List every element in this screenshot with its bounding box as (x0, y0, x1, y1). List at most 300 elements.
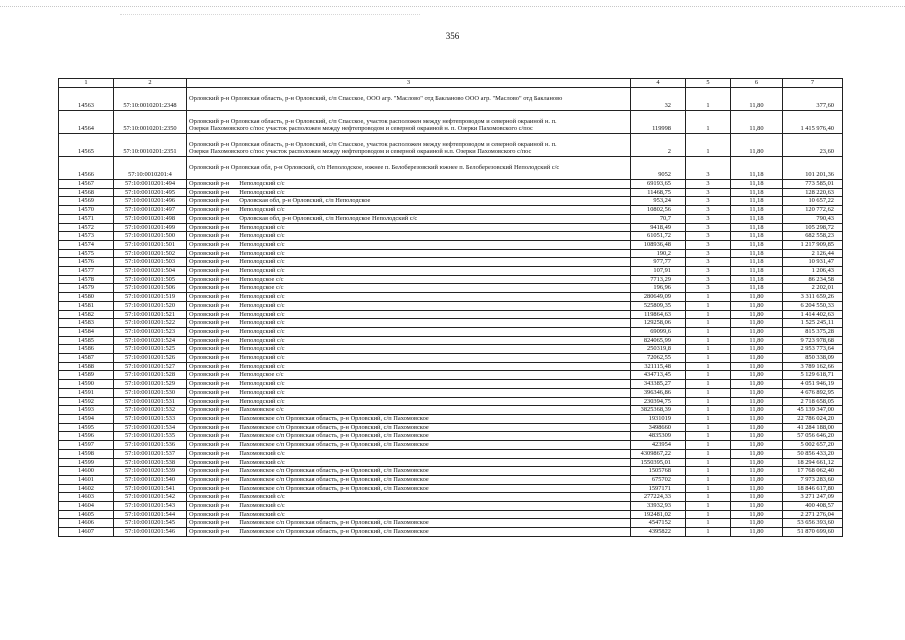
rate-value: 11,18 (731, 275, 783, 284)
settlement-name: Пахомовский с/с (239, 510, 285, 518)
rate-value: 11,80 (731, 475, 783, 484)
rate-value: 11,80 (731, 134, 783, 157)
location-description (187, 354, 631, 363)
group-value: 3 (686, 188, 731, 197)
cadastral-value: 7 973 283,60 (783, 475, 843, 484)
group-value: 1 (686, 441, 731, 450)
area-value: 196,96 (631, 284, 686, 293)
cadastral-value: 377,60 (783, 88, 843, 111)
group-value: 3 (686, 206, 731, 215)
rate-value: 11,80 (731, 528, 783, 537)
location-description (187, 188, 631, 197)
rate-value: 11,80 (731, 354, 783, 363)
settlement-name: Неполодский с/с (239, 362, 285, 370)
settlement-name: Неполодский с/с (239, 293, 285, 301)
cadastral-value: 773 585,01 (783, 180, 843, 189)
row-number: 14573 (59, 232, 114, 241)
area-value: 119998 (631, 111, 686, 134)
location-description (187, 206, 631, 215)
table-row (59, 441, 843, 450)
district-name: Орловский р-н (189, 267, 230, 275)
location-text (189, 141, 628, 156)
settlement-name: Неполодский с/с (239, 301, 285, 309)
location-description (187, 301, 631, 310)
location-description (187, 232, 631, 241)
location-description (187, 362, 631, 371)
district-name: Орловский р-н (189, 301, 230, 309)
table-row (59, 134, 843, 157)
group-value: 1 (686, 423, 731, 432)
cadastral-number: 57:10:0010201:504 (114, 267, 187, 276)
table-row (59, 188, 843, 197)
table-row (59, 310, 843, 319)
district-name: Орловский р-н (189, 432, 230, 440)
district-name: Орловский р-н (189, 380, 230, 388)
rate-value: 11,18 (731, 258, 783, 267)
group-value: 1 (686, 519, 731, 528)
cadastral-value: 1 217 909,85 (783, 240, 843, 249)
cadastral-number: 57:10:0010201:524 (114, 336, 187, 345)
cadastral-value: 6 204 550,33 (783, 301, 843, 310)
location-description (187, 336, 631, 345)
location-description (187, 484, 631, 493)
rate-value: 11,80 (731, 467, 783, 476)
cadastral-number: 57:10:0010201:523 (114, 327, 187, 336)
group-value: 1 (686, 293, 731, 302)
cadastral-number: 57:10:0010201:519 (114, 293, 187, 302)
area-value: 977,77 (631, 258, 686, 267)
location-line: Орловский р-н Орловская область, р-н Орловский, с/п Спасское, участок расположен между нефтепроводом и северной окраиной н. п. (189, 117, 557, 125)
rate-value: 11,18 (731, 223, 783, 232)
cadastral-number: 57:10:0010201:506 (114, 284, 187, 293)
location-description (187, 423, 631, 432)
settlement-name: Пахомовский с/с (239, 458, 285, 466)
district-name: Орловский р-н (189, 467, 230, 475)
cadastral-number: 57:10:0010201:501 (114, 240, 187, 249)
cadastral-number: 57:10:0010201:538 (114, 458, 187, 467)
settlement-name: Неполодский с/с (239, 232, 285, 240)
district-name: Орловский р-н (189, 519, 230, 527)
cadastral-number: 57:10:0010201:4 (114, 157, 187, 180)
rate-value: 11,80 (731, 441, 783, 450)
cadastral-number: 57:10:0010201:520 (114, 301, 187, 310)
cadastral-value: 101 201,36 (783, 157, 843, 180)
location-description (187, 519, 631, 528)
rate-value: 11,80 (731, 293, 783, 302)
location-description (187, 388, 631, 397)
area-value: 675702 (631, 475, 686, 484)
location-description (187, 528, 631, 537)
area-value: 4835309 (631, 432, 686, 441)
location-line: Орловский р-н Орловская область, р-н Орловский, с/п Спасское, участок расположен между нефтепроводом и северной окраиной н. п. (189, 140, 557, 148)
area-value: 11468,75 (631, 188, 686, 197)
row-number: 14564 (59, 111, 114, 134)
settlement-name: Неполодский с/с (239, 380, 285, 388)
district-name: Орловский р-н (189, 180, 230, 187)
group-value: 1 (686, 327, 731, 336)
table-row (59, 180, 843, 189)
group-value: 1 (686, 310, 731, 319)
cadastral-value: 22 786 024,20 (783, 414, 843, 423)
header-col-3: 3 (187, 79, 631, 88)
cadastral-number: 57:10:0010201:539 (114, 467, 187, 476)
district-name: Орловский р-н (189, 406, 230, 414)
area-value: 1505768 (631, 467, 686, 476)
table-row (59, 223, 843, 232)
district-name: Орловский р-н (189, 484, 230, 492)
settlement-name: Неполодский с/с (239, 240, 285, 248)
location-description (187, 441, 631, 450)
settlement-name: Пахомовское с/п Орловская область, р-н Орловский, с/п Пахомовское (239, 423, 429, 431)
header-col-7: 7 (783, 79, 843, 88)
district-name: Орловский р-н (189, 475, 230, 483)
rate-value: 11,80 (731, 336, 783, 345)
cadastral-value: 2 126,44 (783, 249, 843, 258)
cadastral-number: 57:10:0010201:529 (114, 380, 187, 389)
header-col-4: 4 (631, 79, 686, 88)
location-description (187, 345, 631, 354)
row-number: 14598 (59, 449, 114, 458)
settlement-name: Неполодский с/с (239, 310, 285, 318)
table-row (59, 380, 843, 389)
group-value: 1 (686, 111, 731, 134)
area-value: 108936,48 (631, 240, 686, 249)
rate-value: 11,80 (731, 432, 783, 441)
group-value: 3 (686, 249, 731, 258)
settlement-name: Пахомовское с/п Орловская область, р-н Орловский, с/п Пахомовское (239, 475, 429, 483)
rate-value: 11,80 (731, 406, 783, 415)
cadastral-value: 850 338,09 (783, 354, 843, 363)
settlement-name: Неполодский с/с (239, 206, 285, 214)
cadastral-value: 105 298,72 (783, 223, 843, 232)
group-value: 1 (686, 362, 731, 371)
rate-value: 11,80 (731, 327, 783, 336)
district-name: Орловский р-н (189, 293, 230, 301)
settlement-name: Неполодский с/с (239, 336, 285, 344)
group-value: 3 (686, 157, 731, 180)
rate-value: 11,80 (731, 423, 783, 432)
cadastral-value: 815 375,28 (783, 327, 843, 336)
area-value: 192481,02 (631, 510, 686, 519)
rate-value: 11,80 (731, 519, 783, 528)
location-description (187, 197, 631, 206)
area-value: 953,24 (631, 197, 686, 206)
table-row (59, 475, 843, 484)
table-row (59, 88, 843, 111)
group-value: 3 (686, 275, 731, 284)
group-value: 1 (686, 510, 731, 519)
cadastral-value: 17 768 062,40 (783, 467, 843, 476)
table-row (59, 336, 843, 345)
location-line: Озерки Пахомовского с/пос участок расположен между нефтепроводом и северной окраиной н. п. Озерки Пахомовского с/пос (189, 125, 533, 133)
cadastral-value: 9 723 978,68 (783, 336, 843, 345)
cadastral-value: 50 856 433,20 (783, 449, 843, 458)
cadastral-number: 57:10:0010201:532 (114, 406, 187, 415)
location-description (187, 157, 631, 180)
district-name: Орловский р-н (189, 414, 230, 422)
cadastral-number: 57:10:0010201:541 (114, 484, 187, 493)
cadastral-number: 57:10:0010201:540 (114, 475, 187, 484)
settlement-name: Пахомовское с/с (239, 406, 284, 414)
group-value: 1 (686, 449, 731, 458)
settlement-name: Неполодское с/с (239, 275, 284, 283)
row-number: 14569 (59, 197, 114, 206)
row-number: 14570 (59, 206, 114, 215)
settlement-name: Неполодский с/с (239, 397, 285, 405)
table-row (59, 388, 843, 397)
settlement-name: Пахомовское с/п Орловская область, р-н Орловский, с/п Пахомовское (239, 519, 429, 527)
location-text (189, 118, 628, 133)
settlement-name: Неполодский с/с (239, 188, 285, 196)
row-number: 14566 (59, 157, 114, 180)
area-value: 434713,45 (631, 371, 686, 380)
header-col-5: 5 (686, 79, 731, 88)
area-value: 72062,55 (631, 354, 686, 363)
district-name: Орловский р-н (189, 310, 230, 318)
group-value: 1 (686, 371, 731, 380)
location-description (187, 380, 631, 389)
row-number: 14571 (59, 214, 114, 223)
rate-value: 11,18 (731, 157, 783, 180)
cadastral-number: 57:10:0010201:536 (114, 441, 187, 450)
row-number: 14586 (59, 345, 114, 354)
district-name: Орловский р-н (189, 345, 230, 353)
cadastral-number: 57:10:0010201:2350 (114, 111, 187, 134)
location-line (189, 102, 628, 110)
rate-value: 11,80 (731, 111, 783, 134)
location-description (187, 134, 631, 157)
table-row (59, 406, 843, 415)
location-description (187, 502, 631, 511)
settlement-name: Неполодский с/с (239, 319, 285, 327)
row-number: 14577 (59, 267, 114, 276)
cadastral-number: 57:10:0010201:535 (114, 432, 187, 441)
settlement-name: Неполодский с/с (239, 249, 285, 257)
group-value: 1 (686, 319, 731, 328)
district-name: Орловский р-н (189, 223, 230, 231)
cadastral-value: 45 139 347,00 (783, 406, 843, 415)
area-value: 250319,8 (631, 345, 686, 354)
location-description (187, 275, 631, 284)
group-value: 1 (686, 467, 731, 476)
location-description (187, 180, 631, 189)
group-value: 1 (686, 301, 731, 310)
district-name: Орловский р-н (189, 284, 230, 292)
row-number: 14602 (59, 484, 114, 493)
row-number: 14590 (59, 380, 114, 389)
settlement-name: Орловская обл, р-н Орловский, с/п Неполодское (239, 197, 371, 205)
group-value: 1 (686, 397, 731, 406)
table-row (59, 197, 843, 206)
table-row (59, 397, 843, 406)
area-value: 9052 (631, 157, 686, 180)
district-name: Орловский р-н (189, 441, 230, 449)
location-description (187, 449, 631, 458)
group-value: 1 (686, 354, 731, 363)
table-row (59, 423, 843, 432)
area-value: 107,91 (631, 267, 686, 276)
settlement-name: Пахомовское с/п Орловская область, р-н Орловский, с/п Пахомовское (239, 467, 429, 475)
cadastral-value: 2 953 773,64 (783, 345, 843, 354)
area-value: 321115,48 (631, 362, 686, 371)
rate-value: 11,80 (731, 88, 783, 111)
row-number: 14597 (59, 441, 114, 450)
header-col-6: 6 (731, 79, 783, 88)
table-row (59, 493, 843, 502)
cadastral-number: 57:10:0010201:503 (114, 258, 187, 267)
rate-value: 11,80 (731, 319, 783, 328)
cadastral-number: 57:10:0010201:533 (114, 414, 187, 423)
settlement-name: Пахомовское с/п Орловская область, р-н Орловский, с/п Пахомовское (239, 432, 429, 440)
settlement-name: Неполодский с/с (239, 388, 285, 396)
row-number: 14607 (59, 528, 114, 537)
district-name: Орловский р-н (189, 197, 230, 205)
cadastral-number: 57:10:0010201:546 (114, 528, 187, 537)
cadastral-value: 1 415 976,40 (783, 111, 843, 134)
location-description (187, 406, 631, 415)
table-row (59, 301, 843, 310)
table-row (59, 432, 843, 441)
district-name: Орловский р-н (189, 458, 230, 466)
settlement-name: Пахомовское с/п Орловская область, р-н Орловский, с/п Пахомовское (239, 484, 429, 492)
area-value: 423954 (631, 441, 686, 450)
area-value: 1931019 (631, 414, 686, 423)
cadastral-value: 128 220,63 (783, 188, 843, 197)
district-name: Орловский р-н (189, 232, 230, 240)
table-row (59, 458, 843, 467)
district-name: Орловский р-н (189, 449, 230, 457)
district-name: Орловский р-н (189, 336, 230, 344)
page-number: 356 (445, 31, 460, 41)
cadastral-value: 18 846 617,80 (783, 484, 843, 493)
table-row (59, 502, 843, 511)
rate-value: 11,80 (731, 414, 783, 423)
group-value: 1 (686, 432, 731, 441)
location-description (187, 267, 631, 276)
location-description (187, 240, 631, 249)
district-name: Орловский р-н (189, 388, 230, 396)
area-value: 1550395,01 (631, 458, 686, 467)
cadastral-number: 57:10:0010201:505 (114, 275, 187, 284)
district-name: Орловский р-н (189, 493, 230, 501)
row-number: 14582 (59, 310, 114, 319)
rate-value: 11,80 (731, 362, 783, 371)
row-number: 14604 (59, 502, 114, 511)
row-number: 14591 (59, 388, 114, 397)
district-name: Орловский р-н (189, 249, 230, 257)
cadastral-number: 57:10:0010201:542 (114, 493, 187, 502)
settlement-name: Неполодский с/с (239, 345, 285, 353)
location-description (187, 493, 631, 502)
district-name: Орловский р-н (189, 354, 230, 362)
cadastral-value: 10 931,47 (783, 258, 843, 267)
area-value: 280649,09 (631, 293, 686, 302)
cadastral-number: 57:10:0010201:522 (114, 319, 187, 328)
row-number: 14587 (59, 354, 114, 363)
rate-value: 11,80 (731, 380, 783, 389)
cadastral-value: 5 002 657,20 (783, 441, 843, 450)
district-name: Орловский р-н (189, 371, 230, 379)
table-row (59, 354, 843, 363)
table-row (59, 267, 843, 276)
area-value: 525809,35 (631, 301, 686, 310)
area-value: 343385,27 (631, 380, 686, 389)
area-value: 2 (631, 134, 686, 157)
rate-value: 11,18 (731, 284, 783, 293)
settlement-name: Неполодский с/с (239, 223, 285, 231)
area-value: 32 (631, 88, 686, 111)
location-line (189, 171, 628, 179)
cadastral-number: 57:10:0010201:526 (114, 354, 187, 363)
group-value: 1 (686, 528, 731, 537)
row-number: 14605 (59, 510, 114, 519)
location-description (187, 319, 631, 328)
cadastral-value: 4 051 946,19 (783, 380, 843, 389)
cadastral-number: 57:10:0010201:494 (114, 180, 187, 189)
location-description (187, 88, 631, 111)
rate-value: 11,18 (731, 197, 783, 206)
group-value: 3 (686, 267, 731, 276)
cadastral-value: 120 772,62 (783, 206, 843, 215)
row-number: 14589 (59, 371, 114, 380)
district-name: Орловский р-н (189, 275, 230, 283)
cadastral-value: 4 676 892,95 (783, 388, 843, 397)
table-row (59, 240, 843, 249)
cadastral-value: 51 870 699,60 (783, 528, 843, 537)
settlement-name: Пахомовское с/п Орловская область, р-н Орловский, с/п Пахомовское (239, 441, 429, 449)
row-number: 14575 (59, 249, 114, 258)
settlement-name: Пахомовский с/с (239, 449, 285, 457)
group-value: 3 (686, 284, 731, 293)
location-description (187, 458, 631, 467)
cadastral-value: 86 234,58 (783, 275, 843, 284)
group-value: 1 (686, 414, 731, 423)
settlement-name: Пахомовский с/с (239, 502, 285, 510)
group-value: 1 (686, 406, 731, 415)
rate-value: 11,80 (731, 371, 783, 380)
table-row (59, 414, 843, 423)
cadastral-value: 2 202,01 (783, 284, 843, 293)
location-description (187, 284, 631, 293)
district-name: Орловский р-н (189, 528, 230, 536)
table-row (59, 327, 843, 336)
table-row (59, 362, 843, 371)
location-description (187, 258, 631, 267)
settlement-name: Пахомовский с/с (239, 493, 285, 501)
row-number: 14603 (59, 493, 114, 502)
area-value: 33932,93 (631, 502, 686, 511)
location-description (187, 327, 631, 336)
row-number: 14580 (59, 293, 114, 302)
cadastral-number: 57:10:0010201:544 (114, 510, 187, 519)
row-number: 14599 (59, 458, 114, 467)
cadastral-number: 57:10:0010201:2348 (114, 88, 187, 111)
table-row (59, 157, 843, 180)
group-value: 1 (686, 484, 731, 493)
location-description (187, 510, 631, 519)
cadastral-number: 57:10:0010201:530 (114, 388, 187, 397)
rate-value: 11,18 (731, 240, 783, 249)
rate-value: 11,80 (731, 397, 783, 406)
row-number: 14567 (59, 180, 114, 189)
group-value: 3 (686, 258, 731, 267)
table-row (59, 519, 843, 528)
row-number: 14588 (59, 362, 114, 371)
location-description (187, 414, 631, 423)
location-description (187, 214, 631, 223)
row-number: 14606 (59, 519, 114, 528)
table-row (59, 319, 843, 328)
